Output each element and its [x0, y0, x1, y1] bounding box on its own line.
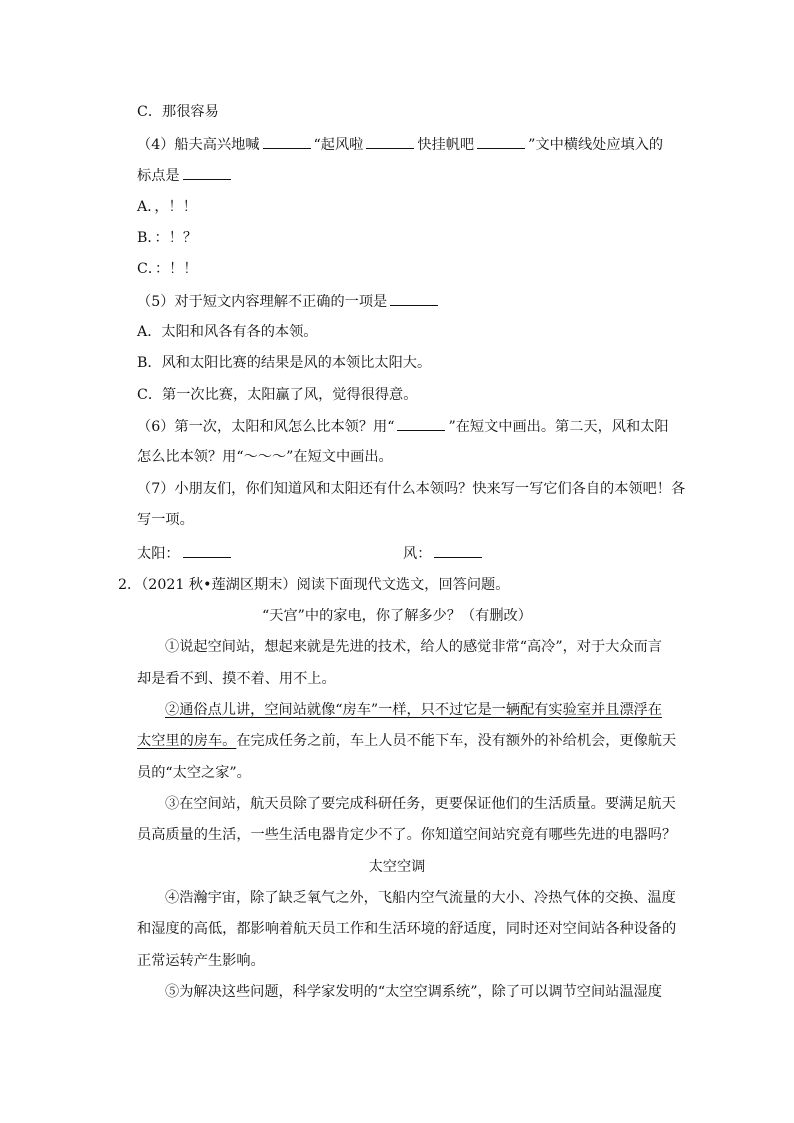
article-title: “天宫”中的家电，你了解多少？（有删改）: [262, 608, 532, 624]
option-c-text: C．那很容易: [137, 104, 219, 120]
underlined-sentence: 太空里的房车。: [137, 733, 237, 749]
answer-blank[interactable]: [477, 134, 525, 149]
question-6: [137, 416, 669, 437]
paragraph-2-cont: [137, 731, 676, 751]
question-7-cont: 写一项。: [137, 512, 194, 528]
question-2-header: 2．（2021 秋•莲湖区期末）阅读下面现代文选文，回答问题。: [118, 577, 510, 593]
question-6-cont: 怎么比本领？用“～～～”在短文中画出。: [137, 449, 393, 465]
paragraph-2: ②通俗点儿讲，空间站就像“房车”一样，只不过它是一辆配有实验室并且漂浮在: [165, 702, 662, 718]
answer-blank[interactable]: [263, 134, 311, 149]
answer-blank[interactable]: [434, 543, 482, 558]
question-5: [137, 291, 441, 312]
paragraph-3: ③在空间站，航天员除了要完成科研任务，更要保证他们的生活质量。要满足航天: [165, 796, 676, 812]
answer-blank[interactable]: [397, 416, 445, 431]
option-b: B．风和太阳比赛的结果是风的本领比太阳大。: [137, 355, 432, 371]
question-6-part-b: ”在短文中画出。第二天，风和太阳: [448, 419, 669, 435]
question-4-part-d: ”文中横线处应填入的: [528, 137, 664, 153]
question-4: [137, 134, 663, 155]
paragraph-3-cont: 员高质量的生活，一些生活电器肯定少不了。你知道空间站究竟有哪些先进的电器吗？: [137, 827, 677, 843]
paragraph-5: ⑤为解决这些问题，科学家发明的“太空空调系统”，除了可以调节空间站温湿度: [165, 984, 662, 1000]
answer-blank[interactable]: [183, 165, 231, 180]
paragraph-4-cont: 和湿度的高低，都影响着航天员工作和生活环境的舒适度，同时还对空间站各种设备的: [137, 921, 677, 937]
question-6-part-a: （6）第一次，太阳和风怎么比本领？用“: [137, 419, 395, 435]
paragraph-1: ①说起空间站，想起来就是先进的技术，给人的感觉非常“高冷”，对于大众而言: [165, 639, 662, 655]
paragraph-2-text: 在完成任务之前，车上人员不能下车，没有额外的补给机会，更像航天: [236, 733, 677, 749]
paragraph-4: ④浩瀚宇宙，除了缺乏氧气之外，飞船内空气流量的大小、冷热气体的交换、温度: [165, 890, 676, 906]
option-a: A．，！！: [137, 199, 197, 215]
answer-blank[interactable]: [366, 134, 414, 149]
paragraph-1-cont: 却是看不到、摸不着、用不上。: [137, 671, 336, 687]
question-4-part-b: “起风啦: [313, 137, 364, 153]
question-4-stem-end: 标点是: [137, 168, 180, 184]
question-4-part-c: 快挂帆吧: [417, 137, 475, 153]
option-c: C．第一次比赛，太阳赢了风，觉得很得意。: [137, 387, 418, 403]
option-a: A．太阳和风各有各的本领。: [137, 324, 318, 340]
question-4-part-a: （4）船夫高兴地喊: [137, 137, 260, 153]
question-5-stem: （5）对于短文内容理解不正确的一项是: [137, 294, 388, 310]
question-4-cont: [137, 165, 234, 186]
answer-blank[interactable]: [183, 543, 231, 558]
wind-answer: [403, 543, 485, 564]
option-c: C．：！！: [137, 261, 198, 277]
section-subtitle: 太空空调: [368, 859, 426, 875]
question-7: （7）小朋友们，你们知道风和太阳还有什么本领吗？快来写一写它们各自的本领吧！各: [137, 481, 686, 497]
wind-label: 风：: [403, 546, 432, 562]
paragraph-2-end: 员的“太空之家”。: [137, 765, 251, 781]
answer-blank[interactable]: [390, 291, 438, 306]
sun-answer: [137, 543, 234, 564]
option-b: B．：！？: [137, 230, 198, 246]
paragraph-4-end: 正常运转产生影响。: [137, 953, 265, 969]
sun-label: 太阳：: [137, 546, 180, 562]
